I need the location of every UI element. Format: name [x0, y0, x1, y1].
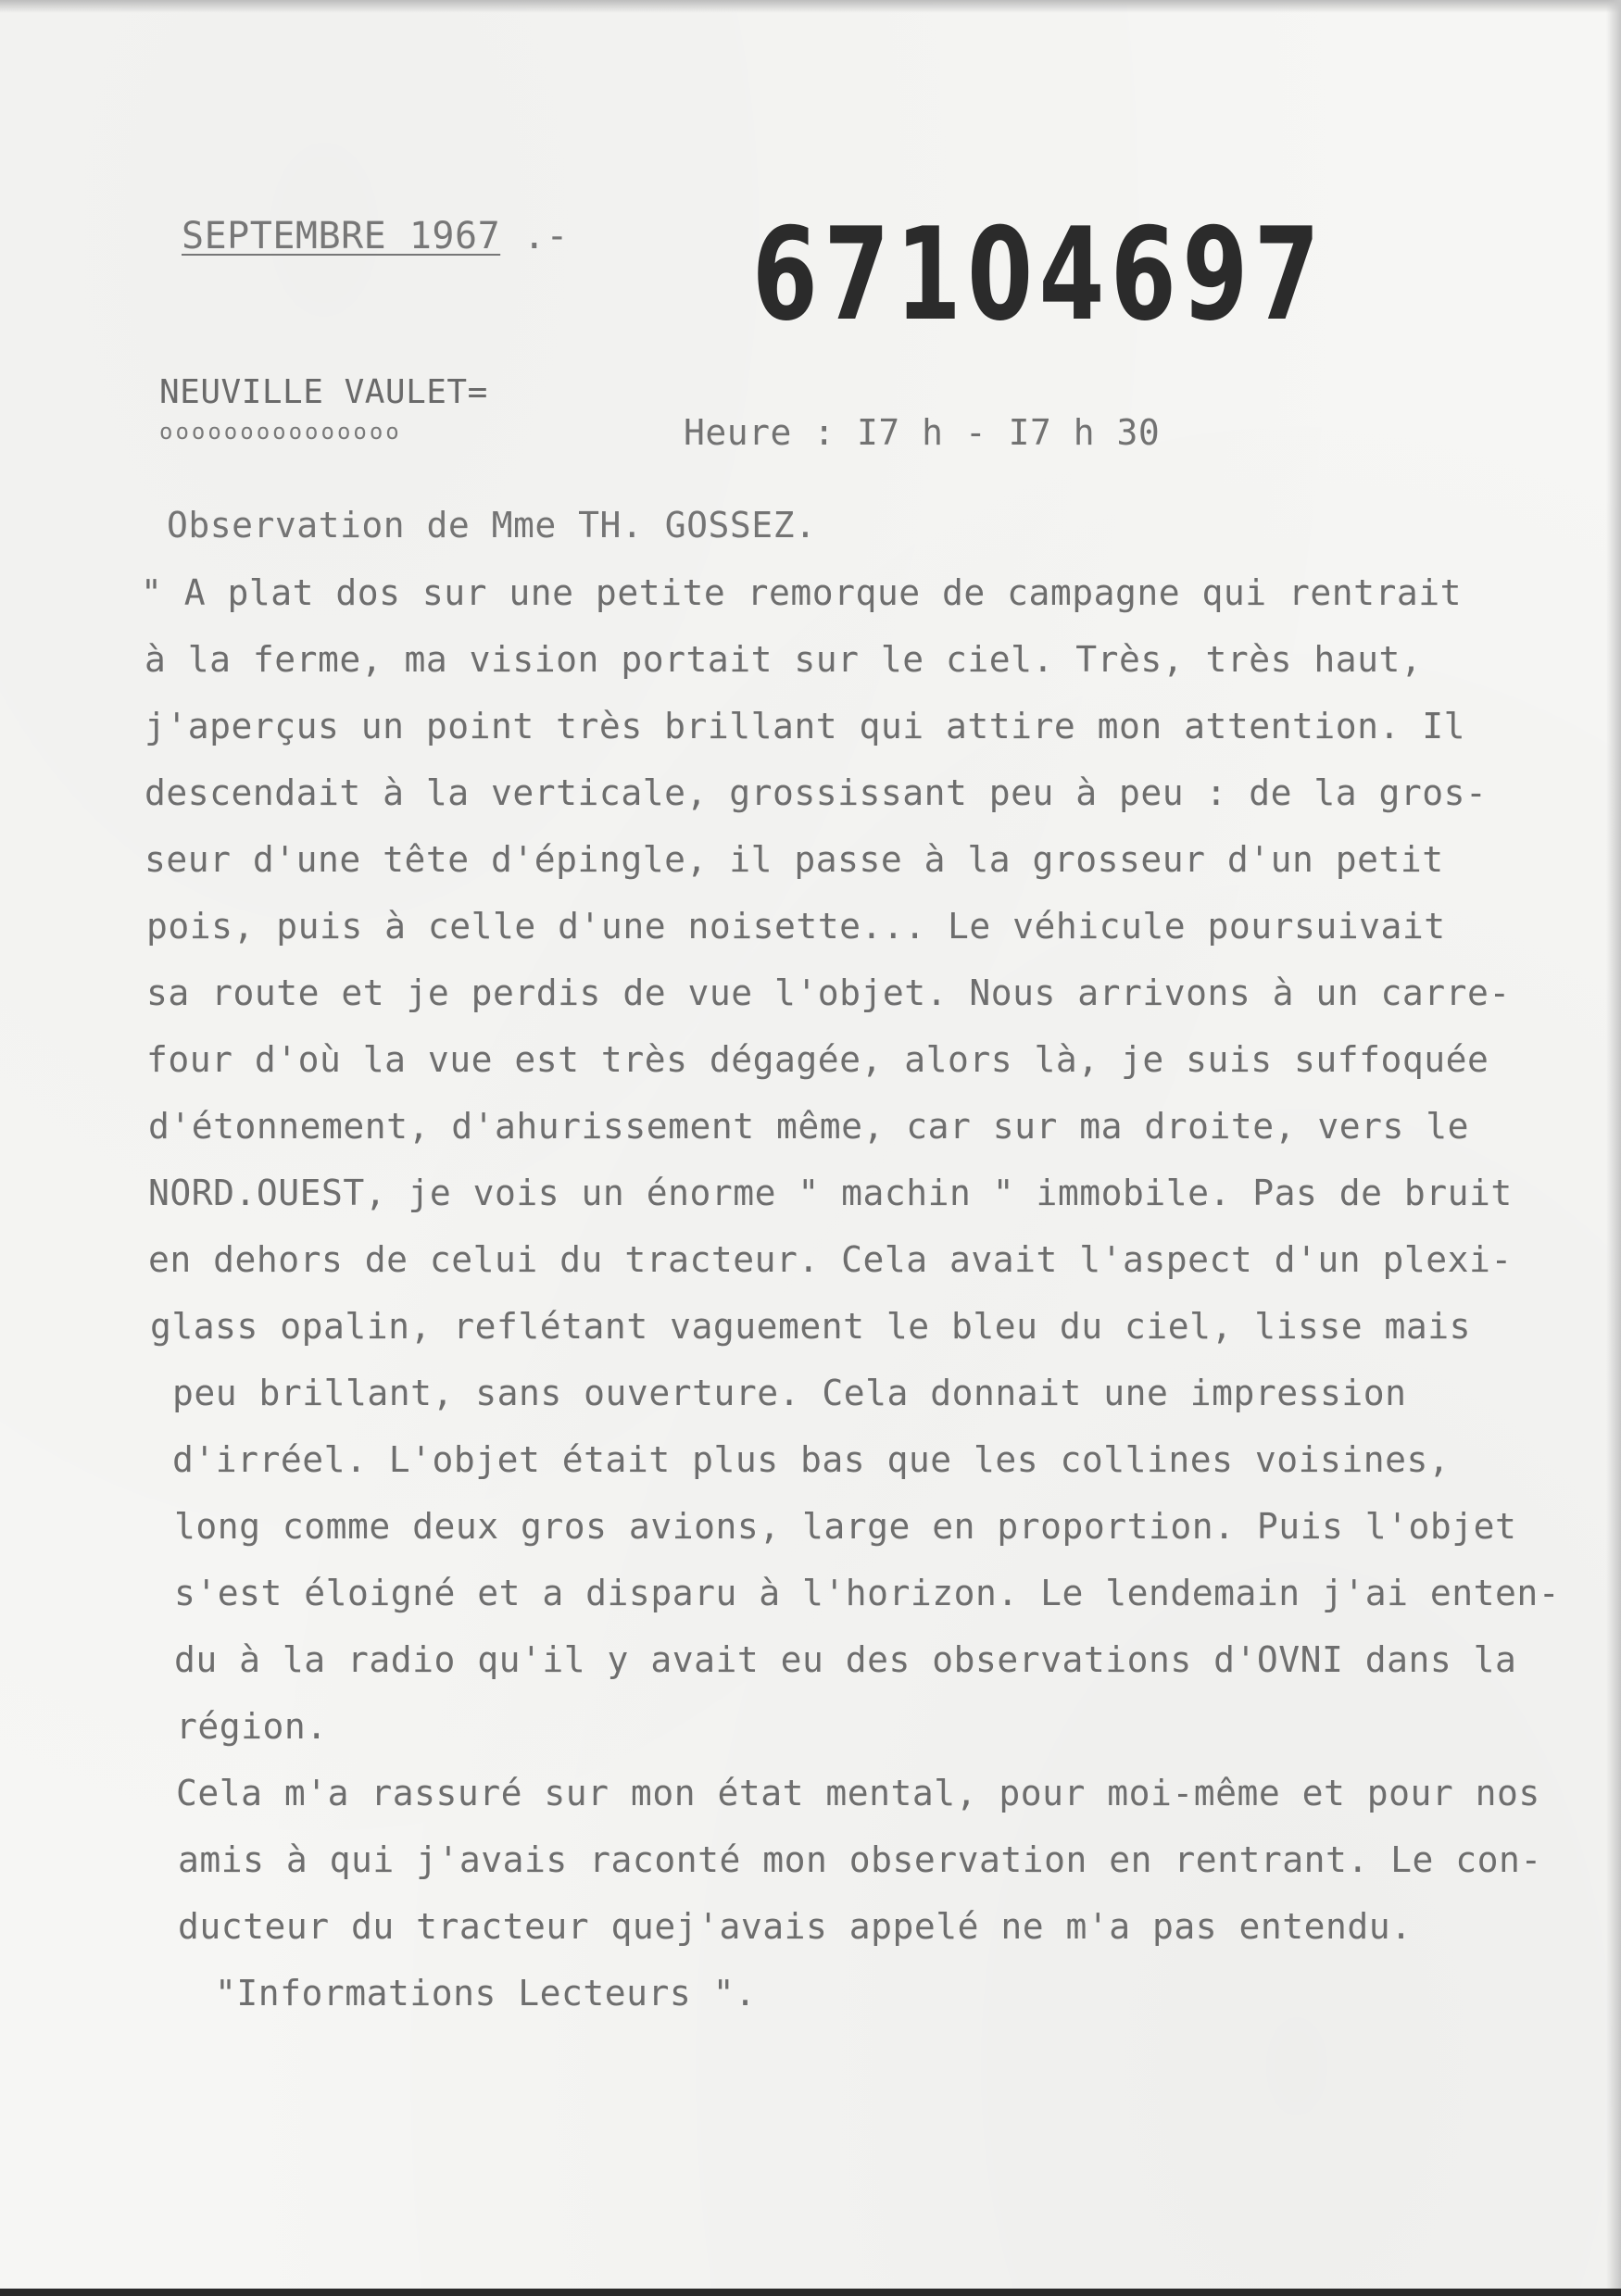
body-line: région.: [176, 1706, 328, 1747]
body-line: d'irréel. L'objet était plus bas que les collines voisines,: [172, 1439, 1451, 1480]
place-name: NEUVILLE VAULET=: [159, 373, 488, 411]
scan-edge-bottom: [0, 2289, 1621, 2296]
body-line: à la ferme, ma vision portait sur le ciel. Très, très haut,: [145, 639, 1423, 680]
scan-edge-top: [0, 0, 1621, 13]
time-range: Heure : I7 h - I7 h 30: [684, 412, 1161, 453]
date-suffix: .-: [500, 215, 569, 257]
place-underline: ooooooooooooooo: [159, 419, 402, 445]
case-number-stamp: 67104697: [752, 200, 1326, 349]
body-line: ducteur du tracteur quej'avais appelé ne m'a pas entendu.: [178, 1906, 1413, 1947]
body-line: s'est éloigné et a disparu à l'horizon. Le lendemain j'ai enten-: [174, 1573, 1561, 1613]
body-line: j'aperçus un point très brillant qui attire mon attention. Il: [145, 706, 1466, 747]
body-line: descendait à la verticale, grossissant peu à peu : de la gros-: [145, 772, 1488, 813]
body-line: seur d'une tête d'épingle, il passe à la grosseur d'un petit: [145, 839, 1444, 880]
body-line: four d'où la vue est très dégagée, alors là, je suis suffoquée: [146, 1039, 1489, 1080]
body-line: amis à qui j'avais raconté mon observation en rentrant. Le con-: [178, 1839, 1542, 1880]
body-line: sa route et je perdis de vue l'objet. Nous arrivons à un carre-: [146, 972, 1511, 1013]
body-line: long comme deux gros avions, large en proportion. Puis l'objet: [174, 1506, 1517, 1547]
source-attribution: "Informations Lecteurs ".: [215, 1973, 757, 2014]
body-line: en dehors de celui du tracteur. Cela avait l'aspect d'un plexi-: [148, 1239, 1513, 1280]
observer-line: Observation de Mme TH. GOSSEZ.: [167, 505, 817, 546]
body-line: peu brillant, sans ouverture. Cela donnait une impression: [172, 1373, 1407, 1413]
scan-edge-right: [1606, 0, 1621, 2296]
date-heading: [182, 215, 569, 257]
body-line: glass opalin, reflétant vaguement le bleu du ciel, lisse mais: [150, 1306, 1472, 1347]
body-line: NORD.OUEST, je vois un énorme " machin " immobile. Pas de bruit: [148, 1173, 1513, 1213]
body-line: d'étonnement, d'ahurissement même, car sur ma droite, vers le: [148, 1106, 1470, 1147]
body-line: Cela m'a rassuré sur mon état mental, pour moi-même et pour nos: [176, 1773, 1540, 1813]
body-line: " A plat dos sur une petite remorque de campagne qui rentrait: [141, 572, 1463, 613]
body-line: pois, puis à celle d'une noisette... Le véhicule poursuivait: [146, 906, 1446, 947]
body-line: du à la radio qu'il y avait eu des observations d'OVNI dans la: [174, 1639, 1517, 1680]
date-text: SEPTEMBRE 1967: [182, 215, 501, 257]
